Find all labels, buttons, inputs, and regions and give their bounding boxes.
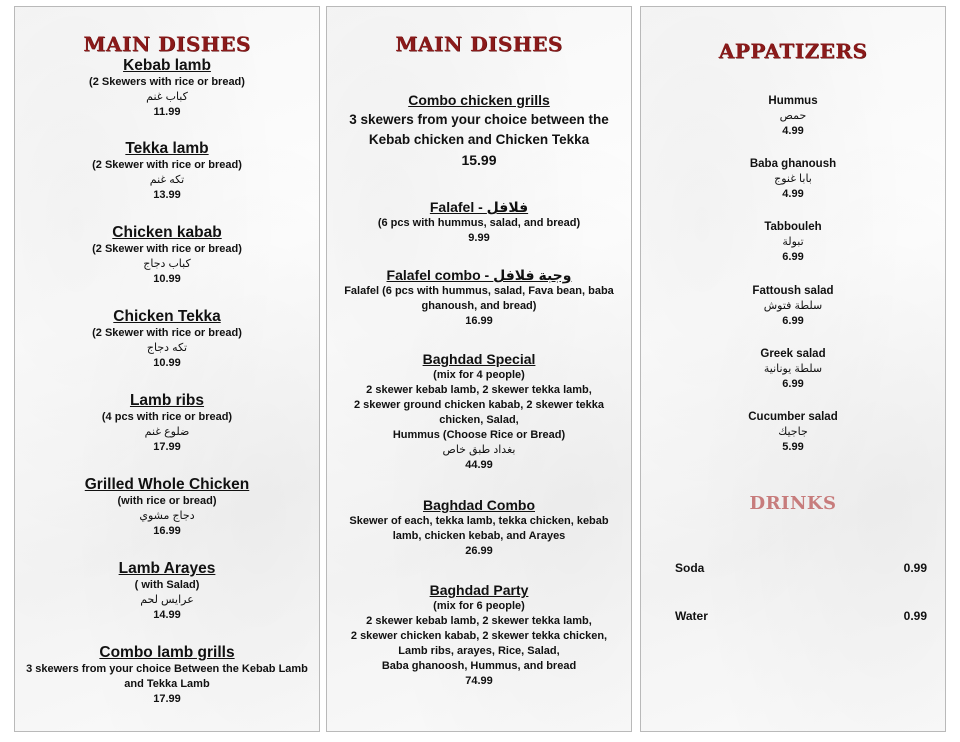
drink-name: Water (675, 609, 708, 623)
item-price: 6.99 (782, 378, 804, 390)
menu-item-fattoush-salad (641, 284, 945, 329)
item-price: 14.99 (153, 609, 181, 621)
item-arabic: سلطة فتوش (763, 300, 823, 312)
section-heading: APPATIZERS (718, 39, 868, 63)
item-desc: ( with Salad) (134, 579, 200, 591)
item-name: Tabbouleh (764, 221, 822, 233)
item-name: Lamb Arayes (118, 560, 216, 577)
item-name: Kebab lamb (123, 57, 211, 74)
menu-item-lamb-ribs (15, 392, 319, 455)
item-arabic: حمص (779, 110, 807, 122)
item-price: 16.99 (465, 315, 493, 327)
item-desc: Lamb ribs, arayes, Rice, Salad, (398, 645, 560, 657)
drink-price: 0.99 (903, 561, 927, 575)
item-desc: (2 Skewers with rice or bread) (89, 76, 245, 88)
item-name: Grilled Whole Chicken (84, 476, 250, 493)
item-desc: (2 Skewer with rice or bread) (92, 159, 242, 171)
item-arabic: دجاج مشوي (139, 510, 195, 522)
menu-item-lamb-arayes (15, 560, 319, 623)
item-price: 44.99 (465, 459, 493, 471)
item-price: 74.99 (465, 675, 493, 687)
menu-item-baghdad-combo (327, 496, 631, 559)
item-arabic: بابا غنوج (774, 173, 812, 185)
item-desc: Falafel (6 pcs with hummus, salad, Fava bean, baba (344, 285, 614, 297)
item-desc: (mix for 6 people) (433, 600, 525, 612)
item-name: Baba ghanoush (749, 158, 837, 170)
item-desc: (2 Skewer with rice or bread) (92, 243, 242, 255)
item-arabic: كباب غنم (146, 91, 188, 103)
menu-item-kebab-lamb (15, 57, 319, 120)
item-arabic: عرايس لحم (140, 594, 194, 606)
item-price: 9.99 (468, 232, 490, 244)
menu-item-tabbouleh (641, 220, 945, 265)
item-price: 6.99 (782, 315, 804, 327)
item-desc: (2 Skewer with rice or bread) (92, 327, 242, 339)
section-heading: MAIN DISHES (83, 32, 251, 56)
menu-item-baba-ghanoush (641, 157, 945, 202)
item-name: Tekka lamb (125, 140, 209, 157)
item-desc: lamb, chicken kebab, and Arayes (392, 530, 566, 542)
item-name: Cucumber salad (748, 411, 838, 423)
item-name: Chicken Tekka (113, 308, 221, 325)
item-desc: (6 pcs with hummus, salad, and bread) (377, 217, 581, 229)
menu-panel-main-dishes-1 (14, 6, 320, 732)
item-name: Falafel - فلافل (429, 199, 529, 215)
item-price: 10.99 (153, 273, 181, 285)
item-price: 5.99 (782, 441, 804, 453)
item-name: Chicken kabab (112, 224, 222, 241)
menu-item-tekka-lamb (15, 140, 319, 203)
item-name: Baghdad Combo (423, 497, 535, 513)
menu-item-combo-chicken-grills (327, 90, 631, 170)
item-desc: Hummus (Choose Rice or Bread) (392, 429, 566, 441)
item-desc: 3 skewers from your choice between the (349, 112, 609, 127)
item-desc: (with rice or bread) (117, 495, 217, 507)
item-name: Combo chicken grills (408, 92, 550, 108)
item-price: 26.99 (465, 545, 493, 557)
drink-price: 0.99 (903, 609, 927, 623)
item-price: 15.99 (461, 152, 497, 168)
item-name: Baghdad Party (429, 582, 529, 598)
item-arabic: تكه دجاج (146, 342, 188, 354)
item-desc: Baba ghanoosh, Hummus, and bread (381, 660, 577, 672)
item-price: 4.99 (782, 125, 804, 137)
item-desc: Kebab chicken and Chicken Tekka (368, 132, 590, 147)
item-price: 17.99 (153, 441, 181, 453)
item-desc: 2 skewer kebab lamb, 2 skewer tekka lamb, (366, 384, 592, 396)
item-price: 6.99 (782, 251, 804, 263)
menu-item-hummus (641, 94, 945, 139)
item-name: Falafel combo - وجبة فلافل (386, 267, 572, 283)
item-desc: (4 pcs with rice or bread) (101, 411, 233, 423)
menu-item-baghdad-special (327, 350, 631, 473)
item-desc: and Tekka Lamb (124, 678, 210, 690)
item-price: 4.99 (782, 188, 804, 200)
item-desc: ghanoush, and bread) (421, 300, 537, 312)
item-arabic: جاجيك (778, 426, 808, 438)
item-arabic: ضلوع غنم (144, 426, 190, 438)
drink-name: Soda (675, 561, 705, 575)
menu-item-combo-lamb-grills (15, 644, 319, 707)
menu-item-greek-salad (641, 347, 945, 392)
item-desc: Skewer of each, tekka lamb, tekka chicken, kebab (349, 515, 609, 527)
item-name: Lamb ribs (129, 392, 205, 409)
item-price: 13.99 (153, 189, 181, 201)
item-name: Combo lamb grills (99, 644, 235, 661)
item-name: Greek salad (760, 348, 826, 360)
item-desc: 3 skewers from your choice Between the Kebab Lamb (26, 663, 308, 675)
menu-item-chicken-tekka (15, 308, 319, 371)
menu-item-falafel (327, 198, 631, 246)
item-price: 11.99 (153, 106, 181, 118)
item-arabic: تكه غنم (149, 174, 185, 186)
item-desc: chicken, Salad, (439, 414, 519, 426)
item-price: 10.99 (153, 357, 181, 369)
item-price: 17.99 (153, 693, 181, 705)
menu-item-falafel-combo (327, 266, 631, 329)
menu-panel-main-dishes-2 (326, 6, 632, 732)
menu-item-baghdad-party (327, 581, 631, 689)
item-desc: 2 skewer chicken kabab, 2 skewer tekka chicken, (350, 630, 608, 642)
item-name: Fattoush salad (752, 285, 834, 297)
item-name: Baghdad Special (422, 351, 536, 367)
item-arabic: تبولة (782, 236, 804, 248)
menu-item-chicken-kabab (15, 224, 319, 287)
drinks-heading: DRINKS (749, 493, 837, 514)
section-heading: MAIN DISHES (395, 32, 563, 56)
item-desc: 2 skewer kebab lamb, 2 skewer tekka lamb, (366, 615, 592, 627)
item-arabic: كباب دجاج (143, 258, 191, 270)
menu-item-grilled-whole-chicken (15, 476, 319, 539)
item-arabic: بغداد طبق خاص (442, 444, 516, 456)
menu-item-cucumber-salad (641, 410, 945, 455)
item-desc: (mix for 4 people) (433, 369, 525, 381)
item-desc: 2 skewer ground chicken kabab, 2 skewer tekka (353, 399, 605, 411)
item-price: 16.99 (153, 525, 181, 537)
item-name: Hummus (768, 95, 818, 107)
menu-panel-appetizers-drinks (640, 6, 946, 732)
item-arabic: سلطة يونانية (763, 363, 823, 375)
